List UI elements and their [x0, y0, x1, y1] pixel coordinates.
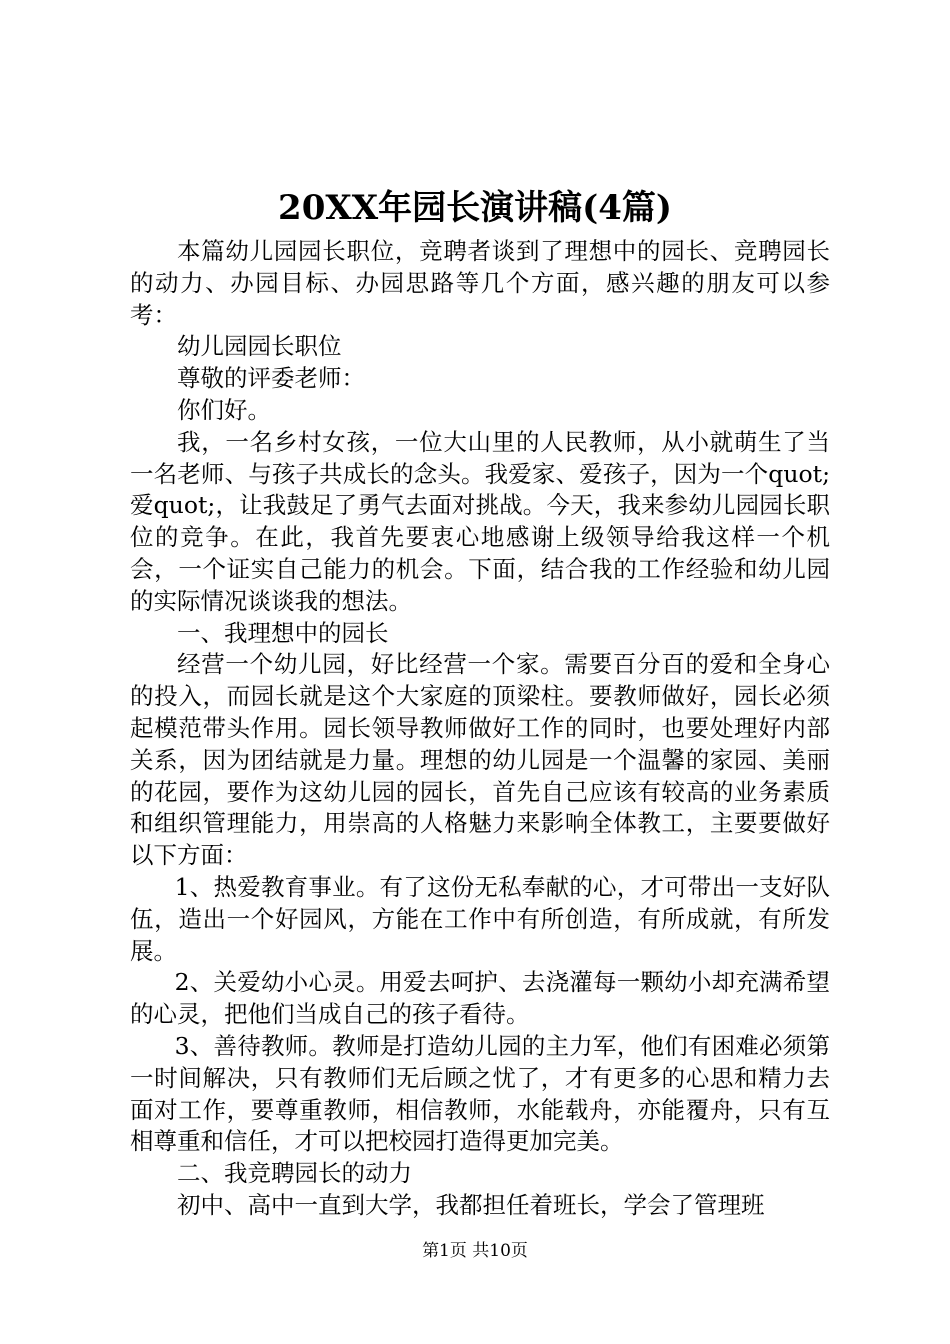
section-heading: 一、我理想中的园长: [177, 618, 389, 647]
document-title: 20XX年园长演讲稿(4篇): [278, 188, 672, 228]
document-body: [130, 236, 830, 1222]
paragraph: 幼儿园园长职位: [177, 332, 342, 361]
list-item: 2、关爱幼小心灵。用爱去呵护、去浇灌每一颗幼小却充满希望的心灵，把他们当成自己的孩子看待。: [130, 968, 830, 1029]
paragraph: 尊敬的评委老师：: [177, 364, 365, 393]
paragraph: 本篇幼儿园园长职位，竞聘者谈到了理想中的园长、竞聘园长的动力、办园目标、办园思路等几个方面，感兴趣的朋友可以参考：: [130, 237, 830, 329]
list-item: 3、善待教师。教师是打造幼儿园的主力军，他们有困难必须第一时间解决，只有教师们无后顾之忧了，才有更多的心思和精力去面对工作，要尊重教师，相信教师，水能载舟，亦能覆舟，只有互相尊重和信任，才可以把校园打造得更加完美。: [130, 1031, 830, 1156]
section-heading: 二、我竞聘园长的动力: [177, 1159, 412, 1188]
paragraph: 我，一名乡村女孩，一位大山里的人民教师，从小就萌生了当一名老师、与孩子共成长的念头。我爱家、爱孩子，因为一个quot;爱quot;，让我鼓足了勇气去面对挑战。今天，我来参幼儿园园长职位的竞争。在此，我首先要衷心地感谢上级领导给我这样一个机会，一个证实自己能力的机会。下面，结合我的工作经验和幼儿园的实际情况谈谈我的想法。: [130, 427, 830, 615]
paragraph: 经营一个幼儿园，好比经营一个家。需要百分百的爱和全身心的投入，而园长就是这个大家庭的顶梁柱。要教师做好，园长必须起模范带头作用。园长领导教师做好工作的同时，也要处理好内部关系，因为团结就是力量。理想的幼儿园是一个温馨的家园、美丽的花园，要作为这幼儿园的园长，首先自己应该有较高的业务素质和组织管理能力，用崇高的人格魅力来影响全体教工，主要要做好以下方面：: [130, 650, 830, 870]
page-footer: 第1页 共10页: [422, 1241, 528, 1261]
paragraph: 初中、高中一直到大学，我都担任着班长，学会了管理班: [177, 1190, 765, 1219]
list-item: 1、热爱教育事业。有了这份无私奉献的心，才可带出一支好队伍，造出一个好园风，方能在工作中有所创造，有所成就，有所发展。: [130, 872, 830, 965]
paragraph: 你们好。: [177, 395, 271, 424]
